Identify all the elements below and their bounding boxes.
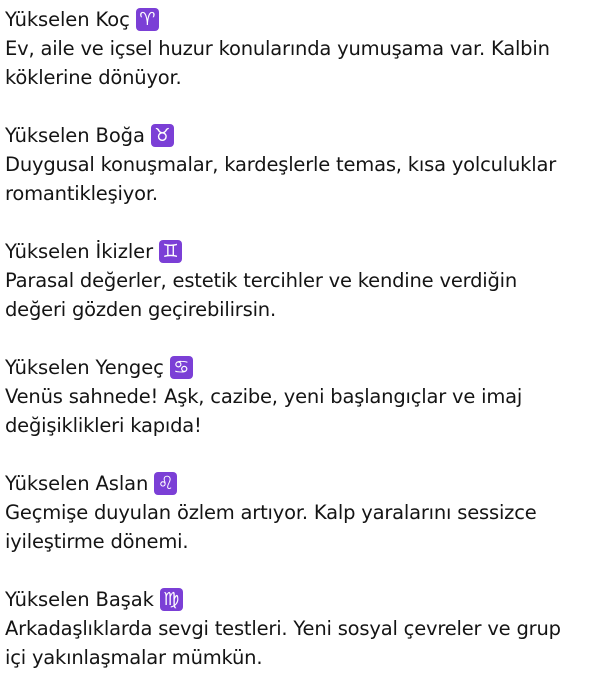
description-line: romantikleşiyor.: [5, 182, 158, 205]
description-line: Duygusal konuşmalar, kardeşlerle temas, kısa yolculuklar: [5, 153, 557, 176]
entry-virgo: [5, 584, 595, 700]
entry-taurus: [5, 120, 595, 236]
entry-aries: [5, 4, 595, 120]
virgo-icon: ♍: [160, 588, 183, 611]
entry-title: Yükselen Aslan: [5, 472, 149, 495]
description-line: içi yakınlaşmalar mümkün.: [5, 646, 263, 669]
entry-cancer: [5, 352, 595, 468]
description-line: değişiklikleri kapıda!: [5, 414, 202, 437]
cancer-icon: ♋: [170, 356, 193, 379]
description-line: Ev, aile ve içsel huzur konularında yumuşama var. Kalbin: [5, 37, 550, 60]
entry-title-line: [5, 584, 595, 615]
taurus-icon: ♉: [151, 124, 174, 147]
description-line: iyileştirme dönemi.: [5, 530, 189, 553]
entry-description: [5, 150, 595, 208]
entry-title-line: [5, 120, 595, 151]
entry-title-line: [5, 468, 595, 499]
entry-description: [5, 34, 595, 92]
entry-title: Yükselen Başak: [5, 588, 154, 611]
gemini-icon: ♊: [159, 240, 182, 263]
description-line: değeri gözden geçirebilirsin.: [5, 298, 276, 321]
aries-icon: ♈: [136, 8, 159, 31]
entry-title: Yükselen Koç: [5, 8, 130, 31]
entry-title: Yükselen Boğa: [5, 124, 145, 147]
description-line: köklerine dönüyor.: [5, 66, 182, 89]
entry-title-line: [5, 236, 595, 267]
description-line: Geçmişe duyulan özlem artıyor. Kalp yaralarını sessizce: [5, 501, 537, 524]
horoscope-list: [5, 4, 595, 700]
entry-description: [5, 614, 595, 672]
entry-gemini: [5, 236, 595, 352]
entry-description: [5, 498, 595, 556]
entry-title: Yükselen Yengeç: [5, 356, 164, 379]
description-line: Parasal değerler, estetik tercihler ve kendine verdiğin: [5, 269, 518, 292]
entry-description: [5, 382, 595, 440]
leo-icon: ♌: [154, 472, 177, 495]
entry-leo: [5, 468, 595, 584]
description-line: Arkadaşlıklarda sevgi testleri. Yeni sosyal çevreler ve grup: [5, 617, 561, 640]
description-line: Venüs sahnede! Aşk, cazibe, yeni başlangıçlar ve imaj: [5, 385, 523, 408]
entry-title: Yükselen İkizler: [5, 240, 153, 263]
entry-title-line: [5, 4, 595, 35]
entry-description: [5, 266, 595, 324]
entry-title-line: [5, 352, 595, 383]
